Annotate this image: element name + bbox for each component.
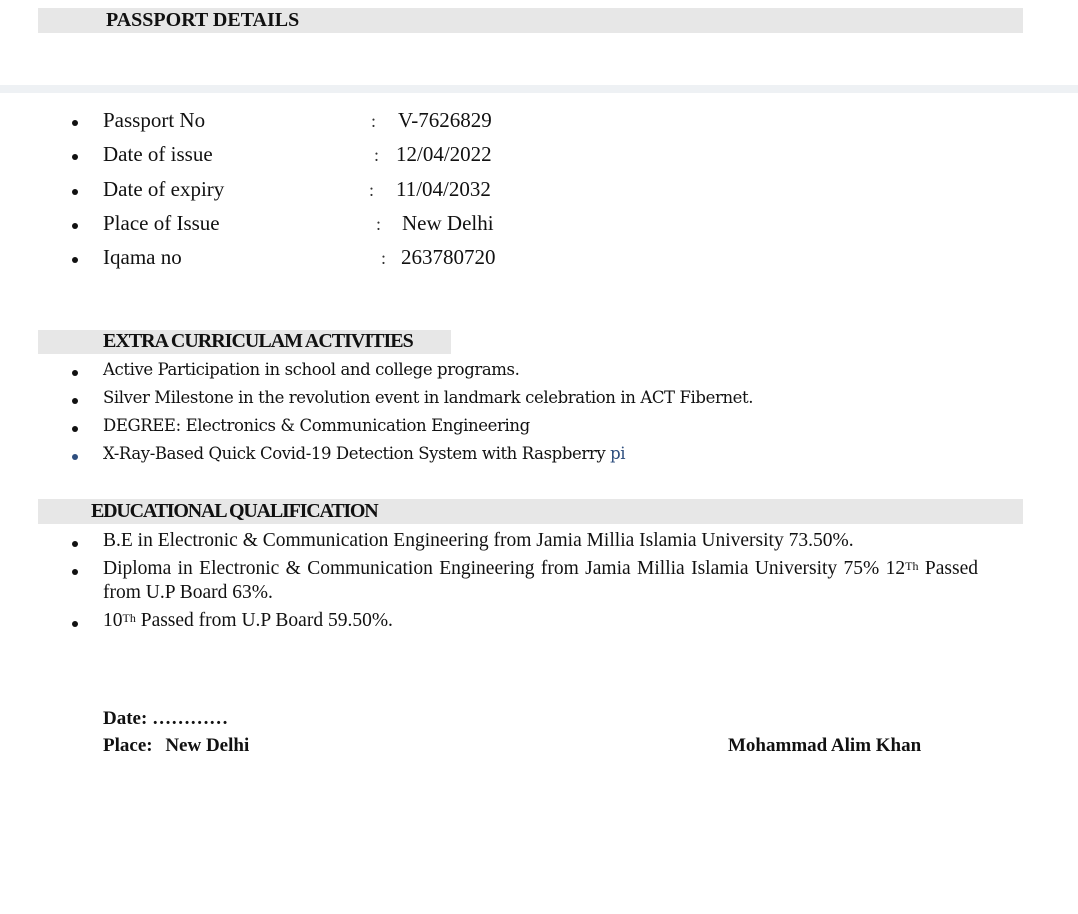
page-divider (0, 85, 1078, 93)
signatory-name: Mohammad Alim Khan (728, 735, 922, 756)
colon: : (374, 145, 380, 165)
iqama-no-value: 263780720 (401, 245, 496, 269)
place-of-issue-value: New Delhi (402, 211, 494, 235)
date-value: ………… (152, 708, 229, 729)
bullet (72, 120, 78, 126)
superscript: Th (905, 559, 919, 573)
colon: : (381, 248, 387, 268)
place-label: Place: (103, 735, 153, 756)
iqama-no-label: Iqama no (103, 245, 182, 269)
date-of-issue-value: 12/04/2022 (396, 142, 492, 166)
bullet (72, 370, 78, 376)
date-of-expiry-label: Date of expiry (103, 177, 225, 201)
colon: : (376, 214, 382, 234)
superscript: Th (122, 611, 136, 625)
place-line (103, 735, 249, 757)
passport-no-label: Passport No (103, 108, 206, 132)
education-text (103, 558, 978, 580)
activity-project-text: X-Ray-Based Quick Covid-19 Detection System with Raspberry (103, 444, 606, 463)
bullet (72, 541, 78, 547)
activity-text: DEGREE: Electronics & Communication Engineering (103, 416, 530, 435)
date-label: Date: (103, 708, 148, 729)
activity-text: Silver Milestone in the revolution event in landmark celebration in ACT Fibernet. (103, 388, 754, 407)
education-text (103, 610, 393, 632)
tenth-text: 10 (103, 610, 123, 631)
bullet (72, 569, 78, 575)
activity-text (103, 444, 625, 463)
bullet (72, 189, 78, 195)
passport-no-value: V-7626829 (398, 108, 492, 132)
bullet (72, 426, 78, 432)
activity-text: Active Participation in school and college programs. (103, 360, 520, 379)
colon: : (371, 111, 377, 131)
bullet (72, 257, 78, 263)
education-heading: EDUCATIONAL QUALIFICATION (91, 500, 378, 522)
place-value: New Delhi (165, 735, 250, 756)
date-of-expiry-value: 11/04/2032 (396, 177, 491, 201)
passport-heading: PASSPORT DETAILS (106, 9, 300, 31)
diploma-text: Diploma in Electronic & Communication Engineering from Jamia Millia Islamia University 75% 12 (103, 558, 906, 579)
place-of-issue-label: Place of Issue (103, 211, 220, 235)
bullet (72, 398, 78, 404)
passed-text: Passed (924, 558, 978, 579)
date-line (103, 708, 228, 730)
bullet (72, 154, 78, 160)
bullet (72, 621, 78, 627)
date-of-issue-label: Date of issue (103, 142, 213, 166)
tenth-passed-text: Passed from U.P Board 59.50%. (140, 610, 393, 631)
education-text: B.E in Electronic & Communication Engineering from Jamia Millia Islamia University 73.50%. (103, 530, 854, 551)
bullet (72, 223, 78, 229)
bullet (72, 454, 78, 460)
education-text-continued: from U.P Board 63%. (103, 582, 273, 603)
raspberry-pi-link[interactable]: pi (610, 444, 626, 463)
activities-heading: EXTRA CURRICULAM ACTIVITIES (103, 330, 413, 352)
colon: : (369, 180, 375, 200)
